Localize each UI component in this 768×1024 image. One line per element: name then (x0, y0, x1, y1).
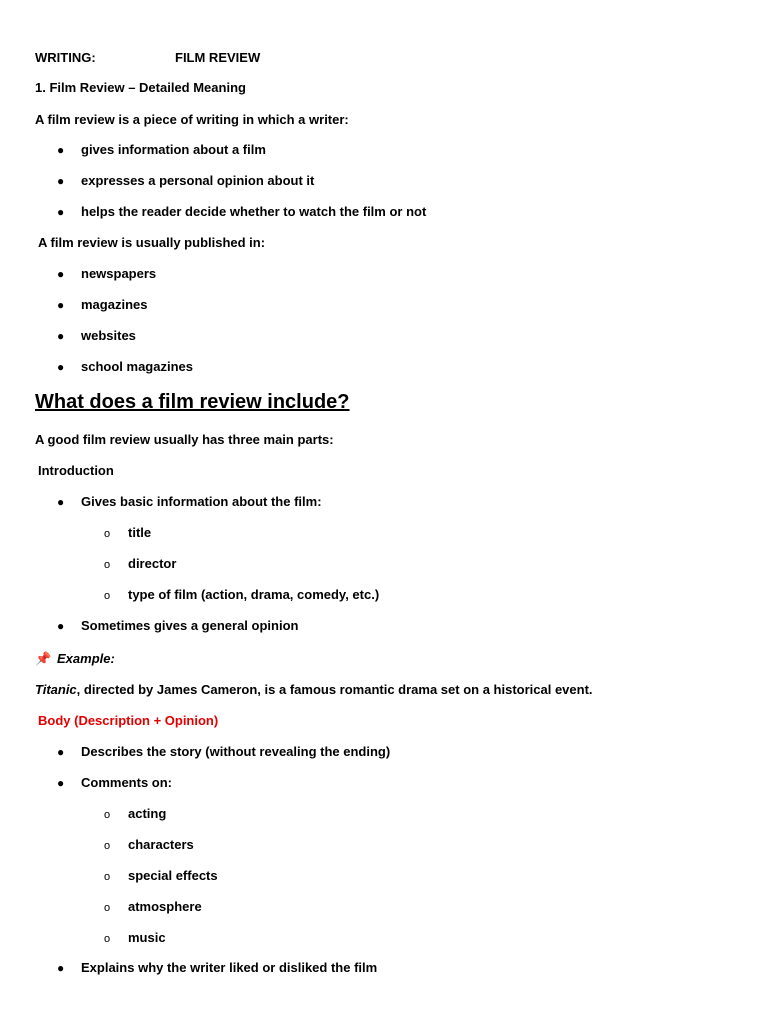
circle-bullet-icon: o (104, 590, 111, 602)
bullet-icon: ● (57, 776, 65, 790)
bullet-icon: ● (57, 267, 65, 281)
bullet-icon: ● (57, 745, 65, 759)
list-item: ● magazines (57, 297, 148, 312)
doc-header (35, 50, 260, 66)
circle-bullet-icon: o (104, 559, 111, 571)
sub-list-item: o type of film (action, drama, comedy, etc.) (104, 587, 380, 602)
list-item: ● Gives basic information about the film: (57, 494, 322, 509)
sub-list-item: o music (104, 930, 166, 945)
bullet-icon: ● (57, 619, 65, 633)
bullet-icon: ● (57, 174, 65, 188)
sub-list-item: o characters (104, 837, 194, 852)
list-item: ● Describes the story (without revealing the ending) (57, 744, 391, 759)
body-label: Body (Description + Opinion) (38, 713, 219, 728)
example-label-line (35, 651, 115, 667)
bullet-icon: ● (57, 360, 65, 374)
section1-title: 1. Film Review – Detailed Meaning (35, 80, 246, 95)
bullet-icon: ● (57, 298, 65, 312)
header-title: FILM REVIEW (175, 50, 261, 65)
sub-list-item: o title (104, 525, 152, 540)
list-item: ● gives information about a film (57, 142, 266, 157)
circle-bullet-icon: o (104, 840, 111, 852)
sub-list-item: o atmosphere (104, 899, 202, 914)
circle-bullet-icon: o (104, 809, 111, 821)
bullet-icon: ● (57, 143, 65, 157)
sub-list-item: o director (104, 556, 177, 571)
list-item: ● school magazines (57, 359, 193, 374)
header-label: WRITING: (35, 50, 96, 65)
section2-intro: A good film review usually has three main parts: (35, 432, 334, 447)
list-item: ● websites (57, 328, 136, 343)
sub-list-item: o acting (104, 806, 167, 821)
sub-list-item: o special effects (104, 868, 218, 883)
list-item: ● newspapers (57, 266, 157, 281)
list-item: ● helps the reader decide whether to watch the film or not (57, 204, 427, 219)
example-film-title: Titanic (35, 682, 77, 697)
circle-bullet-icon: o (104, 528, 111, 540)
list-item: ● Comments on: (57, 775, 172, 790)
published-intro: A film review is usually published in: (38, 235, 266, 250)
example-sentence: Titanic, directed by James Cameron, is a famous romantic drama set on a historical event. (35, 682, 593, 697)
section1-intro: A film review is a piece of writing in which a writer: (35, 112, 349, 127)
pushpin-icon: 📌 (35, 651, 52, 666)
list-item: ● Explains why the writer liked or disliked the film (57, 960, 378, 975)
circle-bullet-icon: o (104, 933, 111, 945)
bullet-icon: ● (57, 495, 65, 509)
circle-bullet-icon: o (104, 902, 111, 914)
list-item: ● expresses a personal opinion about it (57, 173, 315, 188)
introduction-label: Introduction (38, 463, 114, 478)
bullet-icon: ● (57, 329, 65, 343)
list-item: ● Sometimes gives a general opinion (57, 618, 299, 633)
bullet-icon: ● (57, 961, 65, 975)
bullet-icon: ● (57, 205, 65, 219)
example-label: Example: (57, 651, 115, 666)
circle-bullet-icon: o (104, 871, 111, 883)
section2-heading: What does a film review include? (35, 391, 350, 413)
